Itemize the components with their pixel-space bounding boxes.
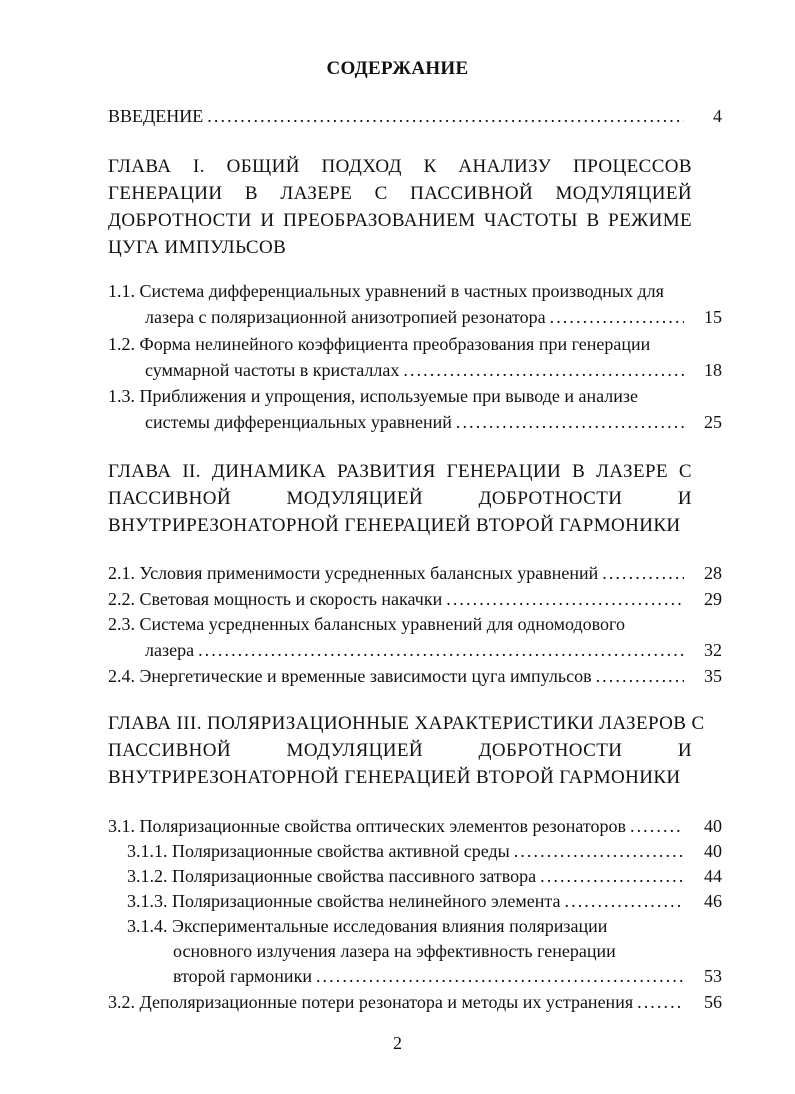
toc-entry-label: ВВЕДЕНИЕ <box>108 106 204 126</box>
toc-page-number: 4 <box>713 106 722 126</box>
dot-leader <box>446 589 684 610</box>
chapter-1-heading[interactable] <box>108 153 692 261</box>
toc-entry-label: лазера <box>145 640 195 660</box>
chapter-heading-line: ЦУГА ИМПУЛЬСОВ <box>108 237 287 258</box>
toc-page-number: 25 <box>704 412 722 432</box>
toc-entry-label: системы дифференциальных уравнений <box>145 412 452 432</box>
page-title: СОДЕРЖАНИЕ <box>326 58 469 79</box>
dot-leader <box>403 360 684 381</box>
toc-entry-intro[interactable] <box>108 106 722 132</box>
toc-entry-label: 3.2. Деполяризационные потери резонатора и методы их устранения <box>108 992 634 1012</box>
page-number: 2 <box>393 1033 402 1053</box>
toc-entry-3-1-4-cont[interactable] <box>173 941 722 967</box>
toc-entry-3-1-4[interactable] <box>127 916 722 942</box>
toc-entry-2-1[interactable] <box>108 563 722 589</box>
toc-entry-label: 2.3. Система усредненных балансных уравнений для одномодового <box>108 614 625 634</box>
toc-entry-2-2[interactable] <box>108 589 722 615</box>
dot-leader <box>602 563 684 584</box>
toc-entry-label: 2.2. Световая мощность и скорость накачки <box>108 589 443 609</box>
dot-leader <box>540 866 684 887</box>
toc-entry-label: основного излучения лазера на эффективность генерации <box>173 941 616 961</box>
toc-page-number: 56 <box>704 992 722 1012</box>
toc-entry-3-1-4-cont2[interactable] <box>173 966 722 992</box>
toc-entry-label: лазера с поляризационной анизотропией резонатора <box>145 307 546 327</box>
toc-entry-1-3-cont[interactable] <box>145 412 722 438</box>
chapter-heading-line: ГЕНЕРАЦИИ В ЛАЗЕРЕ С ПАССИВНОЙ МОДУЛЯЦИЕЙ <box>108 183 692 204</box>
toc-page-number: 28 <box>704 563 722 583</box>
toc-entry-label: 3.1.4. Экспериментальные исследования влияния поляризации <box>127 916 608 936</box>
toc-entry-2-4[interactable] <box>108 666 722 692</box>
chapter-2-heading[interactable] <box>108 458 692 539</box>
chapter-heading-line: ДОБРОТНОСТИ И ПРЕОБРАЗОВАНИЕМ ЧАСТОТЫ В РЕЖИМЕ <box>108 210 692 231</box>
toc-entry-3-1-2[interactable] <box>127 866 722 892</box>
chapter-heading-line: ВНУТРИРЕЗОНАТОРНОЙ ГЕНЕРАЦИЕЙ ВТОРОЙ ГАРМОНИКИ <box>108 515 681 536</box>
toc-entry-label: 1.3. Приближения и упрощения, используемые при выводе и анализе <box>108 386 638 406</box>
toc-page-number: 29 <box>704 589 722 609</box>
toc-page-number: 15 <box>704 307 722 327</box>
toc-entry-label: 2.1. Условия применимости усредненных балансных уравнений <box>108 563 599 583</box>
toc-entry-label: второй гармоники <box>173 966 312 986</box>
dot-leader <box>198 640 684 661</box>
toc-page-number: 18 <box>704 360 722 380</box>
chapter-heading-line: ПАССИВНОЙ МОДУЛЯЦИЕЙ ДОБРОТНОСТИ И <box>108 740 692 761</box>
dot-leader <box>637 992 684 1013</box>
toc-page-number: 46 <box>704 891 722 911</box>
toc-entry-1-1[interactable] <box>108 281 722 307</box>
toc-entry-label: 3.1.3. Поляризационные свойства нелинейного элемента <box>127 891 561 911</box>
toc-entry-3-1[interactable] <box>108 816 722 842</box>
chapter-heading-line: ПАССИВНОЙ МОДУЛЯЦИЕЙ ДОБРОТНОСТИ И <box>108 488 692 509</box>
toc-entry-label: 3.1.1. Поляризационные свойства активной среды <box>127 841 510 861</box>
toc-entry-label: 1.2. Форма нелинейного коэффициента преобразования при генерации <box>108 334 651 354</box>
toc-entry-3-2[interactable] <box>108 992 722 1018</box>
chapter-heading-line: ВНУТРИРЕЗОНАТОРНОЙ ГЕНЕРАЦИЕЙ ВТОРОЙ ГАРМОНИКИ <box>108 767 681 788</box>
toc-page-number: 40 <box>704 841 722 861</box>
dot-leader <box>207 106 684 127</box>
toc-entry-2-3-cont[interactable] <box>145 640 722 666</box>
dot-leader <box>630 816 684 837</box>
chapter-3-heading[interactable] <box>108 710 705 791</box>
toc-entry-label: суммарной частоты в кристаллах <box>145 360 400 380</box>
chapter-heading-line: ГЛАВА II. ДИНАМИКА РАЗВИТИЯ ГЕНЕРАЦИИ В ЛАЗЕРЕ С <box>108 461 692 482</box>
toc-entry-1-1-cont[interactable] <box>145 307 722 333</box>
toc-page-number: 44 <box>704 866 722 886</box>
toc-page-number: 35 <box>704 666 722 686</box>
dot-leader <box>565 891 685 912</box>
dot-leader <box>550 307 684 328</box>
toc-page-number: 53 <box>704 966 722 986</box>
toc-entry-1-3[interactable] <box>108 386 722 412</box>
toc-entry-3-1-1[interactable] <box>127 841 722 867</box>
toc-entry-2-3[interactable] <box>108 614 722 640</box>
toc-entry-3-1-3[interactable] <box>127 891 722 917</box>
toc-entry-label: 3.1. Поляризационные свойства оптических элементов резонаторов <box>108 816 626 836</box>
dot-leader <box>514 841 684 862</box>
dot-leader <box>596 666 684 687</box>
toc-page-number: 40 <box>704 816 722 836</box>
dot-leader <box>456 412 684 433</box>
dot-leader <box>316 966 684 987</box>
toc-entry-label: 3.1.2. Поляризационные свойства пассивного затвора <box>127 866 537 886</box>
chapter-heading-line: ГЛАВА I. ОБЩИЙ ПОДХОД К АНАЛИЗУ ПРОЦЕССОВ <box>108 156 692 177</box>
toc-entry-label: 2.4. Энергетические и временные зависимости цуга импульсов <box>108 666 592 686</box>
toc-entry-1-2[interactable] <box>108 334 722 360</box>
toc-page-number: 32 <box>704 640 722 660</box>
toc-entry-label: 1.1. Система дифференциальных уравнений в частных производных для <box>108 281 664 301</box>
toc-entry-1-2-cont[interactable] <box>145 360 722 386</box>
chapter-heading-line: ГЛАВА III. ПОЛЯРИЗАЦИОННЫЕ ХАРАКТЕРИСТИКИ ЛАЗЕРОВ С <box>108 713 705 734</box>
